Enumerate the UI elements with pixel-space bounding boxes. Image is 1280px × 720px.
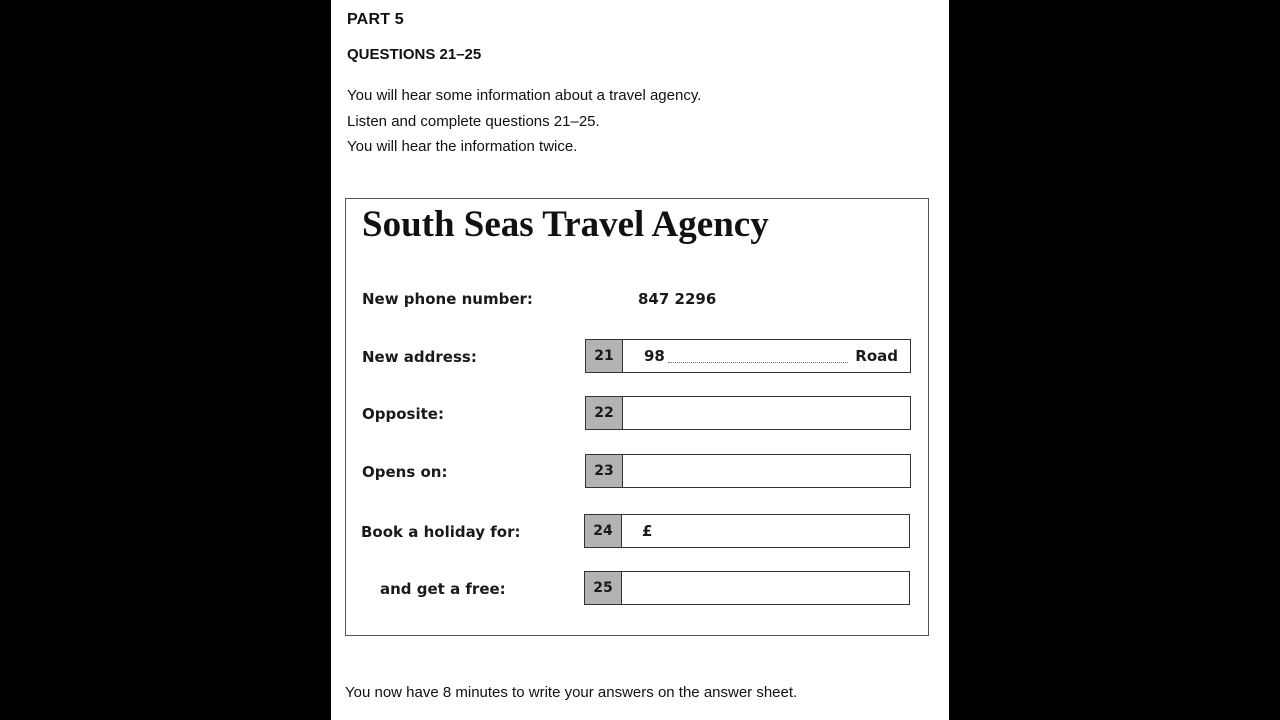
answer-box-22 — [585, 396, 911, 430]
answer-box-25 — [584, 571, 910, 605]
question-number-25: 25 — [585, 572, 622, 604]
answer-box-23 — [585, 454, 911, 488]
free-gift-label: and get a free: — [380, 580, 506, 598]
answer-box-24 — [584, 514, 910, 548]
address-suffix: Road — [855, 347, 898, 365]
answer-box-21 — [585, 339, 911, 373]
part-title: PART 5 — [347, 11, 404, 28]
address-prefix: 98 — [644, 347, 665, 365]
instruction-line: You will hear some information about a travel agency. — [347, 87, 702, 104]
book-holiday-label: Book a holiday for: — [361, 523, 521, 541]
answer-input-21[interactable] — [666, 340, 846, 372]
phone-value: 847 2296 — [638, 290, 717, 308]
footer-note: You now have 8 minutes to write your answers on the answer sheet. — [345, 684, 798, 701]
question-number-23: 23 — [586, 455, 623, 487]
instructions — [347, 83, 701, 160]
opens-on-label: Opens on: — [362, 463, 448, 481]
currency-prefix: £ — [642, 522, 653, 540]
question-number-21: 21 — [586, 340, 623, 372]
instruction-line: Listen and complete questions 21–25. — [347, 112, 600, 130]
phone-label: New phone number: — [362, 290, 533, 308]
answer-input-24[interactable] — [655, 515, 909, 547]
questions-title: QUESTIONS 21–25 — [347, 46, 482, 63]
address-label: New address: — [362, 348, 477, 366]
opposite-label: Opposite: — [362, 405, 444, 423]
answer-input-23[interactable] — [623, 455, 910, 487]
instruction-line: You will hear the information twice. — [347, 138, 578, 155]
travel-agency-form — [345, 198, 929, 636]
agency-title: South Seas Travel Agency — [362, 204, 769, 245]
exam-page — [331, 0, 949, 720]
question-number-22: 22 — [586, 397, 623, 429]
question-number-24: 24 — [585, 515, 622, 547]
answer-input-22[interactable] — [623, 397, 910, 429]
answer-input-25[interactable] — [622, 572, 909, 604]
